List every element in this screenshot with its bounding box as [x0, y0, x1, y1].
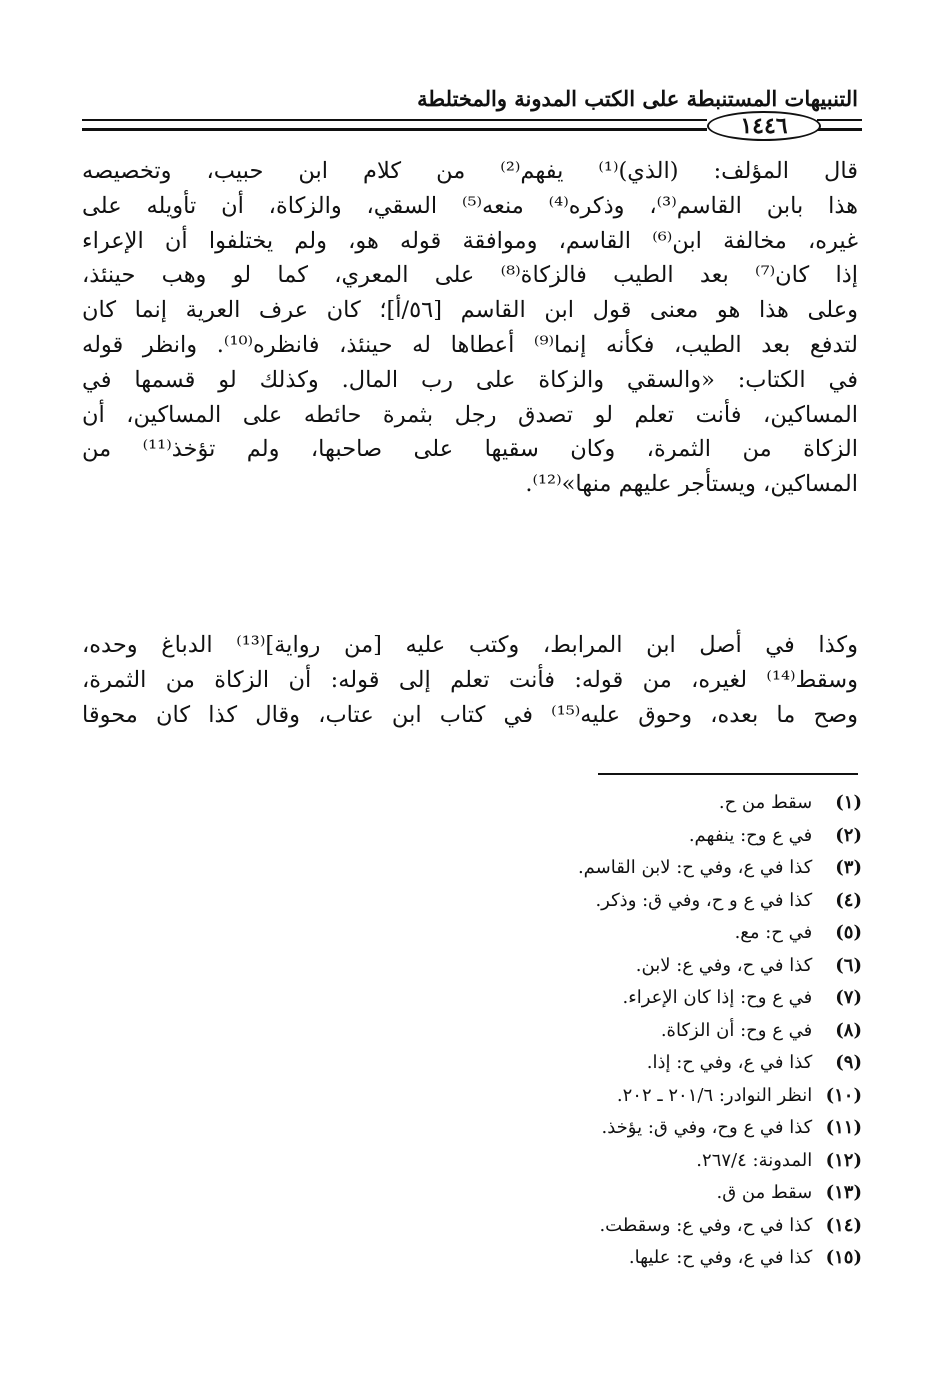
header-rule-top-end [817, 119, 862, 121]
footnote [82, 1080, 862, 1113]
header-rule-top [82, 119, 707, 121]
footnote [82, 917, 862, 950]
footnote-number: (١٢) [825, 1149, 862, 1171]
footnote [82, 1145, 862, 1178]
footnote-number: (٢) [835, 824, 862, 846]
footnote-number: (٤) [835, 889, 862, 911]
footnote-number: (١٣) [825, 1182, 862, 1203]
footnote [82, 885, 862, 918]
footnote-number: (١) [835, 792, 862, 813]
header-rule-bottom-end [817, 128, 862, 131]
body-paragraph-1 [82, 154, 858, 502]
footnote-text: كذا في ع و ح، وفي ق: وذكر. [595, 889, 813, 911]
text-line: هذا بابن القاسم⁽³⁾، وذكره⁽⁴⁾ منعه⁽⁵⁾ السقي، والزكاة، أن تأويله على [82, 192, 858, 219]
footnote-text: انظر النوادر: ٢٠١/٦ ـ ٢٠٢. [616, 1084, 813, 1106]
footnote-number: (١٠) [825, 1084, 862, 1106]
footnote-number: (٥) [835, 922, 862, 943]
running-title: التنبيهات المستنبطة على الكتب المدونة والمختلطة [417, 86, 858, 111]
text-line: لتدفع بعد الطيب، فكأنه إنما⁽⁹⁾ أعطاها له حينئذ، فانظره⁽¹⁰⁾. وانظر قوله [82, 331, 858, 358]
footnote [82, 820, 862, 853]
footnote [82, 1177, 862, 1210]
footnote-text: كذا في ع، وفي ح: عليها. [628, 1247, 813, 1268]
footnote-number: (٦) [835, 954, 862, 976]
footnote-number: (١٤) [825, 1214, 862, 1236]
footnote-number: (١١) [825, 1117, 862, 1138]
header-rule-bottom [82, 128, 707, 131]
footnote-separator [598, 773, 858, 775]
footnote-number: (٨) [835, 1019, 862, 1041]
footnote-text: كذا في ح، وفي ع: لابن. [635, 954, 813, 976]
footnotes [82, 787, 862, 1275]
footnote [82, 852, 862, 885]
footnote-text: المدونة: ٢٦٧/٤. [696, 1149, 813, 1171]
footnote [82, 1242, 862, 1275]
text-line: المساكين، ويستأجر عليهم منها»⁽¹²⁾. [525, 471, 858, 498]
footnote-text: كذا في ع، وفي ح: إذا. [646, 1052, 813, 1073]
footnote-text: في ح: مع. [734, 922, 813, 943]
text-line: وصح ما بعده، وحوق عليه⁽¹⁵⁾ في كتاب ابن عتاب، وقال كذا كان محوقا [82, 701, 858, 728]
footnote [82, 1210, 862, 1243]
text-line: قال المؤلف: (الذي)⁽¹⁾ يفهم⁽²⁾ من كلام ابن حبيب، وتخصيصه [82, 158, 858, 184]
footnote-text: سقط من ح. [718, 792, 813, 813]
footnote-text: كذا في ح، وفي ع: وسقطت. [599, 1214, 813, 1236]
footnote [82, 1047, 862, 1080]
footnote-text: سقط من ق. [716, 1182, 813, 1203]
footnote-number: (٧) [835, 987, 862, 1008]
text-line: في الكتاب: «والسقي والزكاة على رب المال. وكذلك لو قسمها في [82, 366, 858, 393]
footnote-text: في ع وح: ينفهم. [688, 824, 813, 846]
footnote [82, 787, 862, 820]
footnote-text: في ع وح: إذا كان الإعراء. [622, 987, 813, 1008]
text-line: وسقط⁽¹⁴⁾ لغيره، من قوله: فأنت تعلم إلى قوله: أن الزكاة من الثمرة، [82, 666, 858, 693]
text-line: الزكاة من الثمرة، وكان سقيها على صاحبها، ولم تؤخذ⁽¹¹⁾ من [82, 436, 858, 463]
text-line: المساكين، فأنت تعلم لو تصدق رجل بثمرة حائطه على المساكين، أن [82, 401, 858, 428]
footnote-text: كذا في ع وح، وفي ق: يؤخذ. [601, 1117, 813, 1138]
footnote-text: كذا في ع، وفي ح: لابن القاسم. [577, 857, 813, 878]
text-line: وعلى هذا هو معنى قول ابن القاسم [٥٦/أ]؛ كان عرف العرية إنما كان [82, 297, 858, 324]
body-paragraph-2 [82, 628, 858, 732]
footnote-number: (١٥) [825, 1247, 862, 1268]
footnote-number: (٩) [835, 1052, 862, 1073]
text-line: إذا كان⁽⁷⁾ بعد الطيب فالزكاة⁽⁸⁾ على المعري، كما لو وهب حينئذ، [82, 262, 858, 289]
footnote-number: (٣) [835, 857, 862, 878]
footnote [82, 1015, 862, 1048]
text-line: وكذا في أصل ابن المرابط، وكتب عليه [من رواية]⁽¹³⁾ الدباغ وحده، [82, 632, 858, 658]
text-line: غيره، مخالفة ابن⁽⁶⁾ القاسم، وموافقة قوله هو، ولم يختلفوا أن الإعراء [82, 227, 858, 254]
footnote [82, 982, 862, 1015]
footnote [82, 1112, 862, 1145]
footnote-text: في ع وح: أن الزكاة. [660, 1019, 813, 1041]
footnote [82, 950, 862, 983]
page-number: ١٤٤٦ [707, 111, 821, 141]
